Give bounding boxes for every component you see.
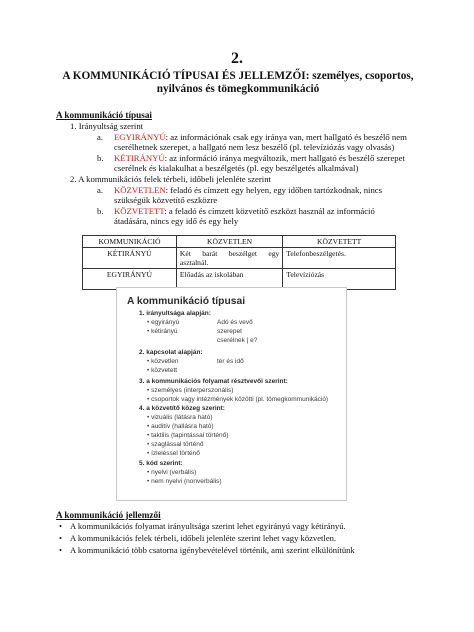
types-figure bbox=[116, 287, 347, 501]
figure-item: • nem nyelvi (nonverbális) bbox=[147, 478, 222, 485]
sub-marker-c: a. bbox=[97, 185, 104, 195]
figure-note: szerepet bbox=[217, 328, 242, 335]
figure-item: • közvetett bbox=[147, 367, 178, 374]
figure-item: • kétirányú bbox=[147, 328, 178, 335]
chapter-number: 2. bbox=[231, 50, 243, 67]
table-header: KÖZVETLEN bbox=[176, 236, 282, 248]
list-item: • A kommunikáció több csatorna igénybevételével történik, ami szerint elkülönítünk bbox=[70, 545, 355, 556]
sub-item-one-way-cont: cserélhetnek szerepet, a hallgató nem lesz beszélő (pl. televíziózás vagy olvasás) bbox=[114, 142, 395, 152]
term-indirect: KÖZVETETT bbox=[114, 206, 165, 216]
sub-marker-b: b. bbox=[97, 153, 104, 163]
figure-item: • nyelvi (verbális) bbox=[147, 469, 197, 476]
table-cell: Telefonbeszélgetés. bbox=[283, 248, 396, 269]
sub-item-one-way: EGYIRÁNYÚ: az információnak csak egy iránya van, mert hallgató és beszélő nem bbox=[114, 132, 407, 142]
table-row bbox=[83, 248, 396, 269]
figure-item: • ízleléssel történő bbox=[147, 450, 200, 457]
table-cell: Televíziózás bbox=[283, 269, 396, 290]
sub-marker-a: a. bbox=[97, 132, 104, 142]
figure-item: • szaglással történő bbox=[147, 441, 204, 448]
title-line-1: A KOMMUNIKÁCIÓ TÍPUSAI ÉS JELLEMZŐI: személyes, csoportos, bbox=[62, 70, 414, 82]
term-one-way: EGYIRÁNYÚ bbox=[114, 132, 166, 142]
figure-title: A kommunikáció típusai bbox=[127, 296, 246, 307]
figure-note: Adó és vevő bbox=[217, 319, 253, 326]
sub-item-two-way: KÉTIRÁNYÚ: az információ iránya megváltozik, mert hallgató és beszélő szerepet bbox=[114, 153, 405, 163]
sub-item-direct-cont: szükségük közvetítő eszközre bbox=[114, 195, 218, 205]
table-cell: EGYIRÁNYÚ bbox=[83, 269, 177, 290]
figure-item: • közvetlen bbox=[147, 358, 179, 365]
figure-item: • csoportok vagy intézmények közötti (pl. tömegkommunikáció) bbox=[147, 396, 329, 403]
figure-group-2: 2. kapcsolat alapján: bbox=[139, 349, 203, 356]
page-title bbox=[48, 70, 428, 96]
term-two-way: KÉTIRÁNYÚ bbox=[114, 153, 165, 163]
figure-group-1: 1. irányultsága alapján: bbox=[139, 310, 211, 317]
figure-item: • taktilis (tapintással történő) bbox=[147, 432, 229, 439]
table-cell: KÉTIRÁNYÚ bbox=[83, 248, 177, 269]
section-title-characteristics: A kommunikáció jellemzői bbox=[56, 510, 161, 520]
sub-item-indirect: KÖZVETETT: a feladó és címzett közvetítő eszközt használ az információ bbox=[114, 206, 375, 216]
section-title-types: A kommunikáció típusai bbox=[56, 110, 152, 120]
table-cell: Előadás az iskolában bbox=[176, 269, 282, 290]
communication-table bbox=[82, 235, 396, 290]
list-item-direction: 1. Irányultság szerint bbox=[70, 121, 144, 131]
table-header: KOMMUNIKÁCIÓ bbox=[83, 236, 177, 248]
title-line-2: nyilvános és tömegkommunikáció bbox=[156, 83, 320, 95]
figure-group-3: 3. a kommunikációs folyamat résztvevői szerint: bbox=[139, 378, 288, 385]
list-item-presence: 2. A kommunikációs felek térbeli, időbeli jelenléte szerint bbox=[70, 174, 271, 184]
figure-group-5: 5. kód szerint: bbox=[139, 460, 183, 467]
table-header: KÖZVETETT bbox=[283, 236, 396, 248]
list-item: • A kommunikációs folyamat irányultsága szerint lehet egyirányú vagy kétirányú. bbox=[70, 521, 346, 532]
figure-item: • személyes (interperszonális) bbox=[147, 387, 234, 394]
figure-item: • egyirányú bbox=[147, 319, 180, 326]
list-item: • A kommunikációs felek térbeli, időbeli jelenléte szerint lehet vagy közvetlen. bbox=[70, 533, 336, 544]
figure-note: cserélnek | e? bbox=[217, 337, 258, 344]
sub-item-direct: KÖZVETLEN: feladó és címzett egy helyen, egy időben tartózkodnak, nincs bbox=[114, 185, 383, 195]
sub-marker-d: b. bbox=[97, 206, 104, 216]
sub-item-two-way-cont: cserélnek és kialakulhat a beszélgetés (pl. egy beszélgetés alkalmával) bbox=[114, 163, 359, 173]
figure-group-4: 4. a közvetítő közeg szerint: bbox=[139, 405, 225, 412]
figure-item: • vizuális (látásra ható) bbox=[147, 414, 213, 421]
sub-item-indirect-cont: átadására, nincs egy idő és egy hely bbox=[114, 216, 239, 226]
figure-item: • auditív (hallásra ható) bbox=[147, 423, 214, 430]
term-direct: KÖZVETLEN bbox=[114, 185, 166, 195]
figure-note: tér és idő bbox=[217, 358, 244, 365]
table-header-row bbox=[83, 236, 396, 248]
table-cell: Két barát beszélget egy asztalnál. bbox=[176, 248, 282, 269]
